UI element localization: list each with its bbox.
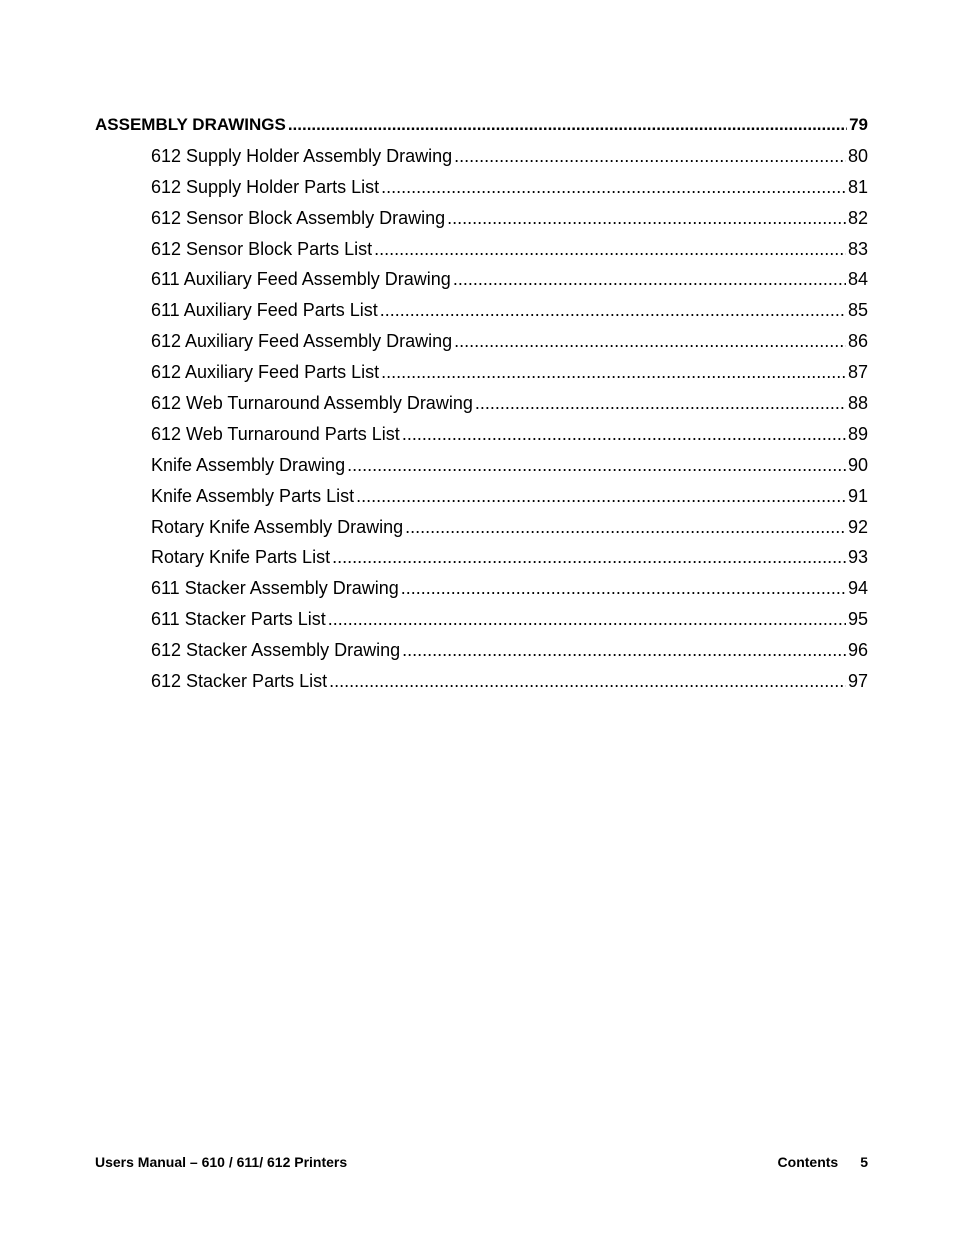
- toc-entry-title: 611 Auxiliary Feed Assembly Drawing: [151, 269, 451, 290]
- footer-page-number: 5: [860, 1154, 868, 1170]
- toc-leader: [475, 393, 846, 414]
- toc-entry-page: 82: [847, 207, 868, 228]
- toc-leader: [356, 486, 846, 507]
- toc-entry-title: 611 Auxiliary Feed Parts List: [151, 300, 378, 321]
- toc-leader: [447, 208, 846, 229]
- toc-entry[interactable]: [95, 269, 868, 300]
- toc-entry-page: 81: [847, 176, 868, 197]
- toc-leader: [401, 578, 846, 599]
- toc-heading-page: 79: [849, 115, 868, 134]
- toc-leader: [381, 177, 846, 198]
- toc-entry-title: 611 Stacker Assembly Drawing: [151, 578, 399, 599]
- page-footer: [95, 1154, 868, 1170]
- toc-entry-page: 97: [847, 671, 868, 692]
- toc-entry[interactable]: [95, 578, 868, 609]
- toc-entry-page: 88: [847, 393, 868, 414]
- footer-section-name: Contents: [777, 1154, 839, 1170]
- toc-leader: [454, 331, 846, 352]
- toc-heading-title: ASSEMBLY DRAWINGS: [95, 115, 286, 134]
- toc-entry-page: 91: [847, 485, 868, 506]
- toc-leader: [405, 517, 846, 538]
- toc-entry-title: 612 Supply Holder Parts List: [151, 176, 380, 197]
- toc-entry-title: 612 Supply Holder Assembly Drawing: [151, 145, 453, 166]
- toc-entry[interactable]: [95, 177, 868, 208]
- toc-entry-title: Knife Assembly Parts List: [151, 485, 355, 506]
- toc-leader: [381, 362, 846, 383]
- toc-entry-title: 612 Auxiliary Feed Assembly Drawing: [151, 331, 453, 352]
- toc-entry-title: 612 Sensor Block Parts List: [151, 238, 373, 259]
- toc-entry-title: 612 Sensor Block Assembly Drawing: [151, 207, 446, 228]
- toc-entry-page: 86: [847, 331, 868, 352]
- toc-entry[interactable]: [95, 393, 868, 424]
- toc-entry-title: Rotary Knife Parts List: [151, 547, 331, 568]
- toc-entry-title: 612 Stacker Assembly Drawing: [151, 640, 401, 661]
- toc-entry-title: 612 Web Turnaround Parts List: [151, 423, 400, 444]
- toc-entry[interactable]: [95, 300, 868, 331]
- toc-entry-page: 83: [847, 238, 868, 259]
- toc-entry[interactable]: [95, 424, 868, 455]
- toc-entry-title: 612 Stacker Parts List: [151, 671, 328, 692]
- toc-entry[interactable]: [95, 547, 868, 578]
- toc-entry[interactable]: [95, 208, 868, 239]
- toc-entry[interactable]: [95, 609, 868, 640]
- toc-entry[interactable]: [95, 486, 868, 517]
- toc-leader: [288, 115, 847, 135]
- toc-heading[interactable]: [95, 115, 868, 146]
- toc-entry[interactable]: [95, 671, 868, 702]
- table-of-contents: [95, 115, 868, 702]
- toc-entry-title: Knife Assembly Drawing: [151, 454, 346, 475]
- toc-leader: [329, 671, 846, 692]
- toc-entry-title: 612 Auxiliary Feed Parts List: [151, 362, 380, 383]
- toc-entry-title: 611 Stacker Parts List: [151, 609, 326, 630]
- toc-entry-page: 89: [847, 423, 868, 444]
- toc-entry[interactable]: [95, 517, 868, 548]
- toc-entry-page: 90: [847, 454, 868, 475]
- toc-entry-page: 87: [847, 362, 868, 383]
- toc-leader: [454, 146, 846, 167]
- toc-entry-title: 612 Web Turnaround Assembly Drawing: [151, 393, 473, 414]
- toc-entry[interactable]: [95, 640, 868, 671]
- toc-entry[interactable]: [95, 146, 868, 177]
- toc-leader: [332, 547, 846, 568]
- toc-entry[interactable]: [95, 362, 868, 393]
- toc-entry-page: 80: [847, 145, 868, 166]
- toc-entry-page: 93: [847, 547, 868, 568]
- footer-manual-title: Users Manual – 610 / 611/ 612 Printers: [95, 1154, 348, 1170]
- toc-entry-title: Rotary Knife Assembly Drawing: [151, 516, 404, 537]
- toc-entry[interactable]: [95, 239, 868, 270]
- toc-entry-page: 92: [847, 516, 868, 537]
- toc-entry-page: 84: [847, 269, 868, 290]
- footer-section-info: [778, 1154, 868, 1170]
- toc-entry-page: 95: [847, 609, 868, 630]
- toc-entry-page: 96: [847, 640, 868, 661]
- toc-entry-page: 94: [847, 578, 868, 599]
- toc-leader: [402, 640, 846, 661]
- toc-leader: [380, 300, 846, 321]
- toc-leader: [328, 609, 846, 630]
- toc-entry[interactable]: [95, 331, 868, 362]
- toc-entry[interactable]: [95, 455, 868, 486]
- toc-leader: [347, 455, 846, 476]
- toc-leader: [453, 269, 846, 290]
- toc-entry-page: 85: [847, 300, 868, 321]
- toc-leader: [374, 239, 846, 260]
- toc-leader: [402, 424, 846, 445]
